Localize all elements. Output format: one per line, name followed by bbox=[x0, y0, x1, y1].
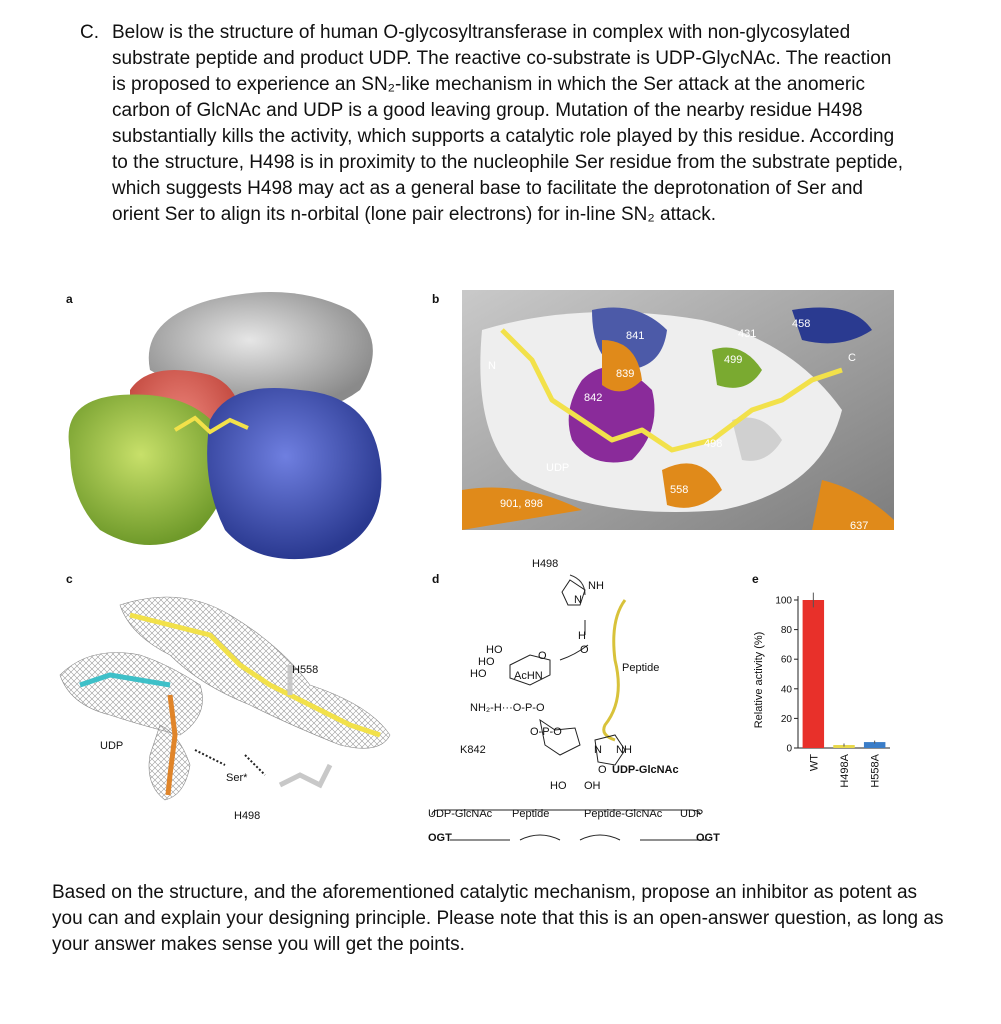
d-h: H bbox=[578, 630, 586, 642]
label-n-term: N bbox=[488, 360, 496, 372]
y-tick-label: 100 bbox=[775, 595, 792, 607]
label-558: 558 bbox=[670, 484, 689, 496]
label-c-term: C bbox=[848, 352, 856, 364]
label-839: 839 bbox=[616, 368, 635, 380]
x-tick-label: H498A bbox=[839, 754, 851, 788]
d-n: N bbox=[574, 594, 582, 606]
label-901-898: 901, 898 bbox=[500, 498, 543, 510]
d-o-ser: O bbox=[580, 644, 589, 656]
d-ho3: HO bbox=[470, 668, 487, 680]
label-h558: H558 bbox=[292, 664, 319, 676]
question-c bbox=[80, 20, 904, 228]
label-udp-c: UDP bbox=[100, 740, 124, 752]
d-n-udp: N bbox=[594, 744, 602, 756]
panel-letter-c: c bbox=[66, 572, 73, 586]
bar-wt bbox=[803, 600, 824, 748]
d-opo: O-P-O bbox=[530, 726, 562, 738]
d-achn: AcHN bbox=[514, 670, 543, 682]
y-tick-label: 40 bbox=[780, 684, 792, 696]
d-nh2h: NH₂-H···O-P-O bbox=[470, 702, 545, 714]
label-ser: Ser* bbox=[226, 772, 248, 784]
d-ho2: HO bbox=[478, 656, 495, 668]
d-ho1: HO bbox=[486, 644, 503, 656]
d-udp-glcnac: UDP-GlcNAc bbox=[612, 764, 679, 776]
d-nh: NH bbox=[588, 580, 604, 592]
y-tick-label: 0 bbox=[786, 743, 792, 755]
panel-a-protein-surface bbox=[60, 280, 420, 570]
d-scheme-udp-glcnac: UDP-GlcNAc bbox=[428, 808, 493, 820]
panel-letter-e: e bbox=[752, 572, 759, 586]
d-scheme-peptide: Peptide bbox=[512, 808, 550, 820]
question-label: C. bbox=[80, 22, 99, 43]
label-udp-b: UDP bbox=[546, 462, 570, 474]
d-nh-udp: NH bbox=[616, 744, 632, 756]
label-637: 637 bbox=[850, 520, 869, 532]
label-841: 841 bbox=[626, 330, 645, 342]
y-tick-label: 20 bbox=[780, 713, 792, 725]
panel-letter-a: a bbox=[66, 292, 73, 306]
x-tick-label: WT bbox=[808, 754, 821, 772]
d-scheme-peptide-glcnac: Peptide-GlcNAc bbox=[584, 808, 663, 820]
question-final: Based on the structure, and the aforementioned catalytic mechanism, propose an inhibitor as potent as you can and explain your designing principle. Please note that this is an open-answer question, as long as your answer makes sense you will get the points. bbox=[52, 882, 944, 955]
label-h498-c: H498 bbox=[234, 810, 261, 822]
d-scheme-udp: UDP bbox=[680, 808, 704, 820]
label-431: 431 bbox=[738, 328, 757, 340]
panel-c-density bbox=[50, 585, 430, 830]
y-tick-label: 80 bbox=[780, 625, 792, 637]
d-scheme-ogt-right: OGT bbox=[696, 832, 720, 844]
label-842: 842 bbox=[584, 392, 603, 404]
d-scheme-ogt-left: OGT bbox=[428, 832, 452, 844]
panel-letter-d: d bbox=[432, 572, 440, 586]
panel-letter-b: b bbox=[432, 292, 440, 306]
d-ho-bottom: HO bbox=[550, 780, 567, 792]
y-tick-label: 60 bbox=[780, 654, 792, 666]
x-tick-label: H558A bbox=[869, 754, 882, 788]
d-h498: H498 bbox=[532, 558, 559, 570]
d-o-ring: O bbox=[538, 650, 547, 662]
label-498: 498 bbox=[704, 438, 723, 450]
label-499: 499 bbox=[724, 354, 743, 366]
label-458: 458 bbox=[792, 318, 811, 330]
d-k842: K842 bbox=[460, 744, 486, 756]
d-peptide: Peptide bbox=[622, 662, 660, 674]
d-oh-bottom: OH bbox=[584, 780, 601, 792]
panel-e-bar-chart bbox=[740, 580, 900, 805]
y-axis-label: Relative activity (%) bbox=[753, 631, 765, 729]
question-c-text: Below is the structure of human O-glycosyltransferase in complex with non-glycosylated substrate peptide and product UDP. The reactive co-substrate is UDP-GlycNAc. The reaction is proposed to experience an SN₂-like mechanism in which the Ser attack at the anomeric carbon of GlcNAc and UDP is a good leaving group. Mutation of the nearby residue H498 substantially kills the activity, which supports a catalytic role played by this residue. According to the structure, H498 is in proximity to the nucleophile Ser residue from the substrate peptide, which suggests H498 may act as a general base to facilitate the deprotonation of Ser and orient Ser to align its n-orbital (lone pair electrons) for in-line SN₂ attack. bbox=[112, 22, 904, 225]
d-o-udp: O bbox=[598, 764, 607, 776]
